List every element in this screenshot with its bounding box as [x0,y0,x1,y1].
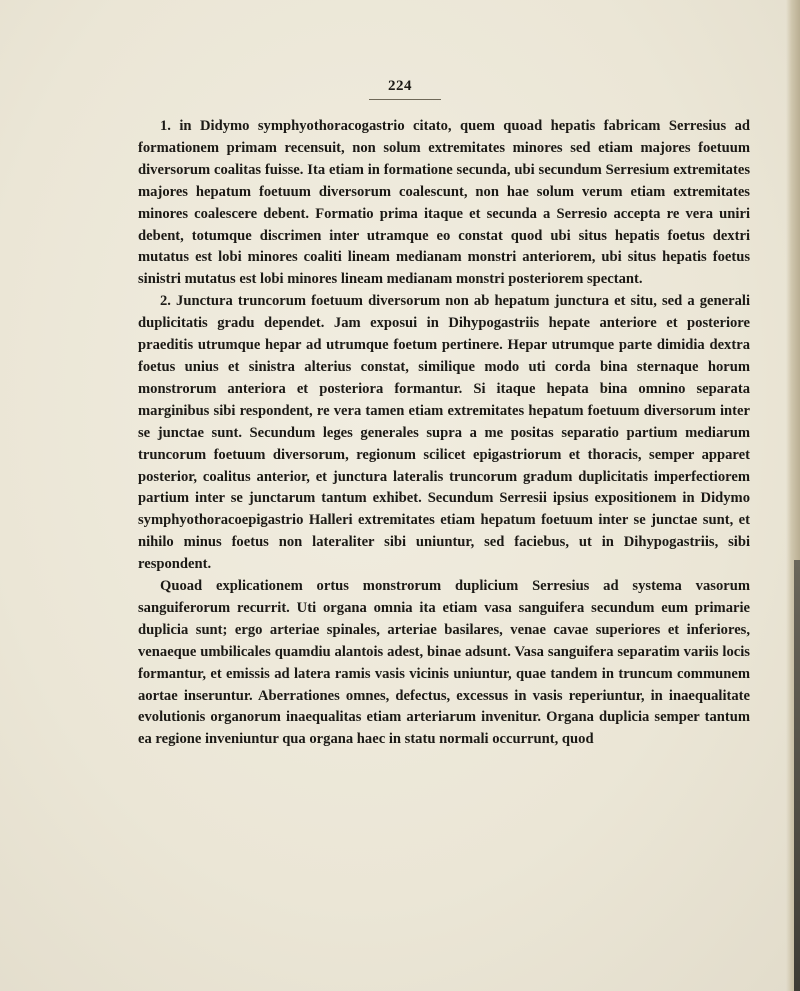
page-number-rule [369,99,441,100]
paragraph-1: 1. in Didymo symphyothoracogastrio citato, quem quoad hepatis fabricam Serresius ad formationem primam recensuit, non solum extremitates minores sed etiam majores foetuum diversorum coalitas fuisse. Ita etiam in formatione secunda, ubi secundum Serresium extremitates majores hepatum foetuum diversorum coalescunt, non hae solum verum etiam extremitates minores coalescere debent. Formatio prima itaque et secunda a Serresio accepta re vera uniri debent, totumque discrimen inter utramque eo constat quod ubi situs hepatis foetus dextri mutatus est lobi minores coaliti lineam medianam monstri anteriorem, ubi situs hepatis foetus sinistri mutatus est lobi minores lineam medianam monstri posteriorem spectant. [138,118,750,288]
body-text [138,116,750,751]
page-edge-shadow [786,0,800,991]
adjacent-page-edge [794,560,800,991]
page-number: 224 [388,78,412,94]
paragraph-2: 2. Junctura truncorum foetuum diversorum non ab hepatum junctura et situ, sed a generali duplicitatis gradu dependet. Jam exposui in Dihypogastriis hepate anteriore et posteriore praeditis utrumque hepar ad utrumque foetum pertinere. Hepar utrumque parte dimidia dextra foetus unius et sinistra alterius constat, similique modo uti corda bina sternaque horum monstrorum anteriora et posteriora formantur. Si itaque hepata bina omnino separata marginibus sibi respondent, re vera tamen etiam extremitates hepatum foetuum diversorum inter se junctae sunt. Secundum leges generales supra a me positas separatio partium mediarum truncorum foetuum diversorum, regionum scilicet epigastriorum et thoracis, semper apparet posterior, coalitus anterior, et junctura lateralis truncorum gradum duplicitatis imperfectiorem partium inter se junctarum tantum exhibet. Secundum Serresii ipsius expositionem in Didymo symphyothoracoepigastrio Halleri extremitates etiam hepatum foetuum inter se junctae sunt, et nihilo minus foetus non lateraliter sibi uniuntur, sed faciebus, ut in Dihypogastriis, sibi respondent. [138,293,750,573]
paragraph-3: Quoad explicationem ortus monstrorum duplicium Serresius ad systema vasorum sanguiferorum recurrit. Uti organa omnia ita etiam vasa sanguifera secundum eum primarie duplicia sunt; ergo arteriae spinales, arteriae basilares, venae cavae superiores et inferiores, venaeque umbilicales quamdiu alantois adest, binae adsunt. Vasa sanguifera separatim variis locis formantur, et emissis ad latera ramis vasis vicinis uniuntur, quae tandem in truncum communem aortae inseruntur. Aberrationes omnes, defectus, excessus in vasis reperiuntur, in inaequalitate evolutionis organorum inaequalitas etiam arteriarum invenitur. Organa duplicia semper tantum ea regione inveniuntur qua organa haec in statu normali occurrunt, quod [138,578,750,748]
